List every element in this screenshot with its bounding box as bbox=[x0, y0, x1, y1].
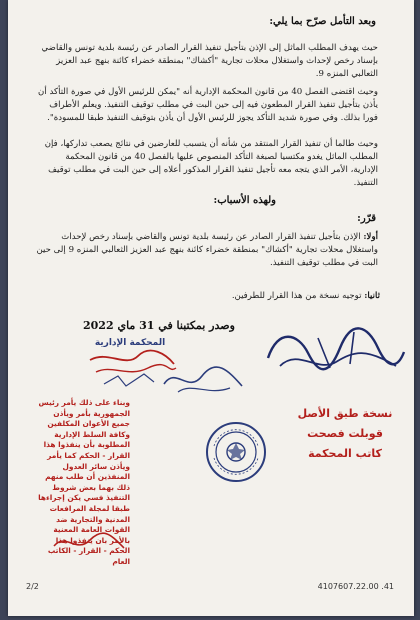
decided-heading: قرّر: bbox=[357, 213, 376, 224]
date-line: وصدر بمكتبنا في 31 ماي 2022 bbox=[83, 319, 235, 332]
document-page bbox=[8, 0, 414, 616]
intro-heading: وبعد التأمل صرّح بما يلي: bbox=[269, 16, 376, 27]
page-number: 2/2 bbox=[26, 582, 39, 591]
reasons-heading: ولهذه الأسباب: bbox=[213, 195, 276, 206]
signature-note bbox=[48, 528, 128, 558]
stamp-left-top: المحكمة الإدارية bbox=[94, 338, 166, 348]
second-ruling bbox=[36, 290, 380, 303]
signature-right bbox=[258, 318, 408, 388]
reference-number: 4107607.22.00 .41 bbox=[317, 582, 394, 591]
paragraph-2: وحيث اقتضى الفصل 40 من قانون المحكمة الإدارية أنه "يمكن للرئيس الأول في صورة التأكد أن يأذن بتأجيل تنفيذ القرار المطعون فيه إلى حين البت في مطلب توقيف التنفيذ. ويعلم الأطراف فورا بذلك. وفي صورة شديد التأكد يجوز للرئيس الأول أن يأذن بتوقيف التنفيذ طبقا للمسودة". bbox=[38, 87, 378, 123]
first-text: الإذن بتأجيل تنفيذ القرار الصادر عن رئيسة بلدية تونس والقاضي بإسناد رخص لإحداث واستغلال محلات تجارية "أكشاك" بمنطقة خضراء كائنة بنهج عبد العزيز الثعالبي المنزه 9 إلى حين البت في مطلب توقيف التنفيذ. bbox=[36, 232, 378, 268]
round-seal bbox=[204, 420, 268, 484]
stamp-line-1: نسخة طبق الأصل bbox=[297, 407, 393, 420]
signature-middle bbox=[158, 360, 248, 400]
stamp-line-3: كاتب المحكمة bbox=[308, 447, 382, 460]
paragraph-3: وحيث طالما أن تنفيذ القرار المنتقد من شأنه أن يتسبب للعارضين في نتائج يصعب تداركها، فإن المطلب الماثل يغدو مكتسيا لصبغة التأكد المنصوص عليها بالفصل 40 من قانون المحكمة الإدارية، الأمر الذي يتجه معه تأجيل تنفيذ القرار المذكور أعلاه إلى حين البت في مطلب توقيف التنفيذ. bbox=[44, 139, 378, 188]
certification-stamp bbox=[290, 405, 400, 467]
second-label: ثانيا: bbox=[364, 291, 380, 301]
handwritten-note: وبناء على ذلك يأمر رئيس الجمهورية بأمر ويأذن جميع الأعوان المكلفين وكافة السلط الإدارية المطلوبة بأن ينفذوا هذا القرار - الحكم كما يأمر ويأذن سائر العدول المنفذين أن طلب منهم ذلك بهما بعض شروط التنفيذ فسي يكن إجراءها طبقا لمجلة المرافعات المدنية والتجارية ضد القوات العامة المعنية بالأمر بان ينفذوا هذا الحكم - القرار - الكاتب العام bbox=[38, 398, 130, 566]
first-ruling bbox=[36, 231, 378, 270]
first-label: أولا: bbox=[363, 232, 378, 242]
second-text: توجيه نسخة من هذا القرار للطرفين. bbox=[231, 291, 362, 301]
paragraph-1: حيث يهدف المطلب الماثل إلى الإذن بتأجيل تنفيذ القرار الصادر عن رئيسة بلدية تونس والقاضي بإسناد رخص لإحداث واستغلال محلات تجارية "أكشاك" بمنطقة خضراء كائنة بنهج عبد العزيز الثعالبي المنزه 9. bbox=[41, 43, 378, 79]
stamp-line-2: قوبلت فصحت bbox=[307, 427, 383, 440]
